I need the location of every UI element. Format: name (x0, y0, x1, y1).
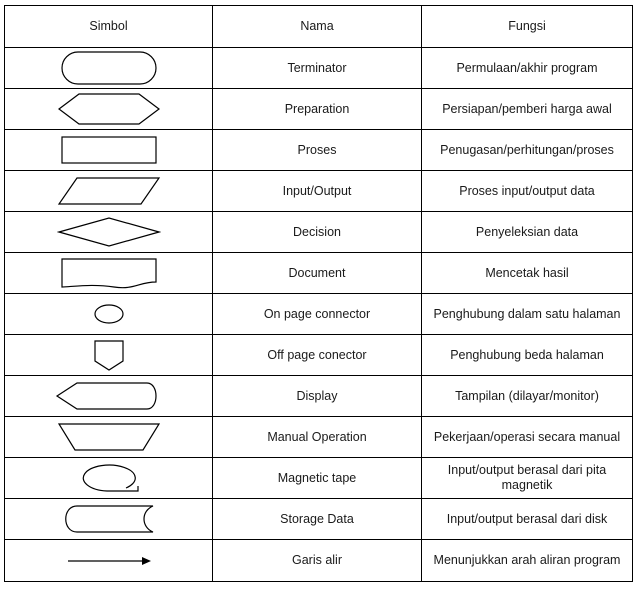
symbol-cell (5, 253, 213, 294)
function-cell: Input/output berasal dari pita magnetik (422, 458, 633, 499)
table-row (5, 89, 633, 130)
name-cell: Magnetic tape (213, 458, 422, 499)
symbol-cell (5, 417, 213, 458)
name-cell: Input/Output (213, 171, 422, 212)
name-cell: Preparation (213, 89, 422, 130)
function-cell: Persiapan/pemberi harga awal (422, 89, 633, 130)
symbol-cell (5, 89, 213, 130)
function-cell: Mencetak hasil (422, 253, 633, 294)
name-cell: Display (213, 376, 422, 417)
symbol-cell (5, 458, 213, 499)
document-shape-icon (59, 256, 159, 290)
name-cell: Terminator (213, 48, 422, 89)
function-cell: Pekerjaan/operasi secara manual (422, 417, 633, 458)
name-cell: Off page conector (213, 335, 422, 376)
table-row (5, 335, 633, 376)
on-page-connector-shape-icon (92, 302, 126, 326)
preparation-shape-icon (57, 92, 161, 126)
table-row (5, 458, 633, 499)
name-cell: Storage Data (213, 499, 422, 540)
name-cell: Garis alir (213, 540, 422, 582)
table-header-row (5, 6, 633, 48)
off-page-connector-shape-icon (92, 338, 126, 372)
symbol-cell (5, 212, 213, 253)
input-output-shape-icon (57, 175, 161, 207)
function-cell: Input/output berasal dari disk (422, 499, 633, 540)
symbol-cell (5, 499, 213, 540)
function-cell: Penyeleksian data (422, 212, 633, 253)
function-cell: Penugasan/perhitungan/proses (422, 130, 633, 171)
process-shape-icon (59, 134, 159, 166)
table-row (5, 376, 633, 417)
decision-shape-icon (57, 216, 161, 248)
table-row (5, 253, 633, 294)
table-row (5, 212, 633, 253)
name-cell: Proses (213, 130, 422, 171)
function-cell: Penghubung dalam satu halaman (422, 294, 633, 335)
function-cell: Penghubung beda halaman (422, 335, 633, 376)
symbol-cell (5, 130, 213, 171)
flowchart-symbol-table (4, 5, 633, 582)
display-shape-icon (55, 380, 163, 412)
symbol-cell (5, 376, 213, 417)
symbol-cell (5, 540, 213, 582)
name-cell: Decision (213, 212, 422, 253)
table-row (5, 48, 633, 89)
terminator-shape-icon (59, 50, 159, 86)
symbol-cell (5, 171, 213, 212)
table-row (5, 499, 633, 540)
table-row (5, 540, 633, 582)
table-row (5, 171, 633, 212)
table-row (5, 294, 633, 335)
header-name: Nama (213, 6, 422, 48)
function-cell: Menunjukkan arah aliran program (422, 540, 633, 582)
header-symbol: Simbol (5, 6, 213, 48)
symbol-cell (5, 48, 213, 89)
storage-data-shape-icon (61, 503, 157, 535)
name-cell: On page connector (213, 294, 422, 335)
magnetic-tape-shape-icon (77, 461, 141, 495)
name-cell: Manual Operation (213, 417, 422, 458)
symbol-cell (5, 335, 213, 376)
table-row (5, 130, 633, 171)
table-row (5, 417, 633, 458)
function-cell: Permulaan/akhir program (422, 48, 633, 89)
function-cell: Proses input/output data (422, 171, 633, 212)
function-cell: Tampilan (dilayar/monitor) (422, 376, 633, 417)
header-function: Fungsi (422, 6, 633, 48)
manual-operation-shape-icon (57, 421, 161, 453)
flow-line-arrow-icon (64, 554, 154, 568)
name-cell: Document (213, 253, 422, 294)
symbol-cell (5, 294, 213, 335)
